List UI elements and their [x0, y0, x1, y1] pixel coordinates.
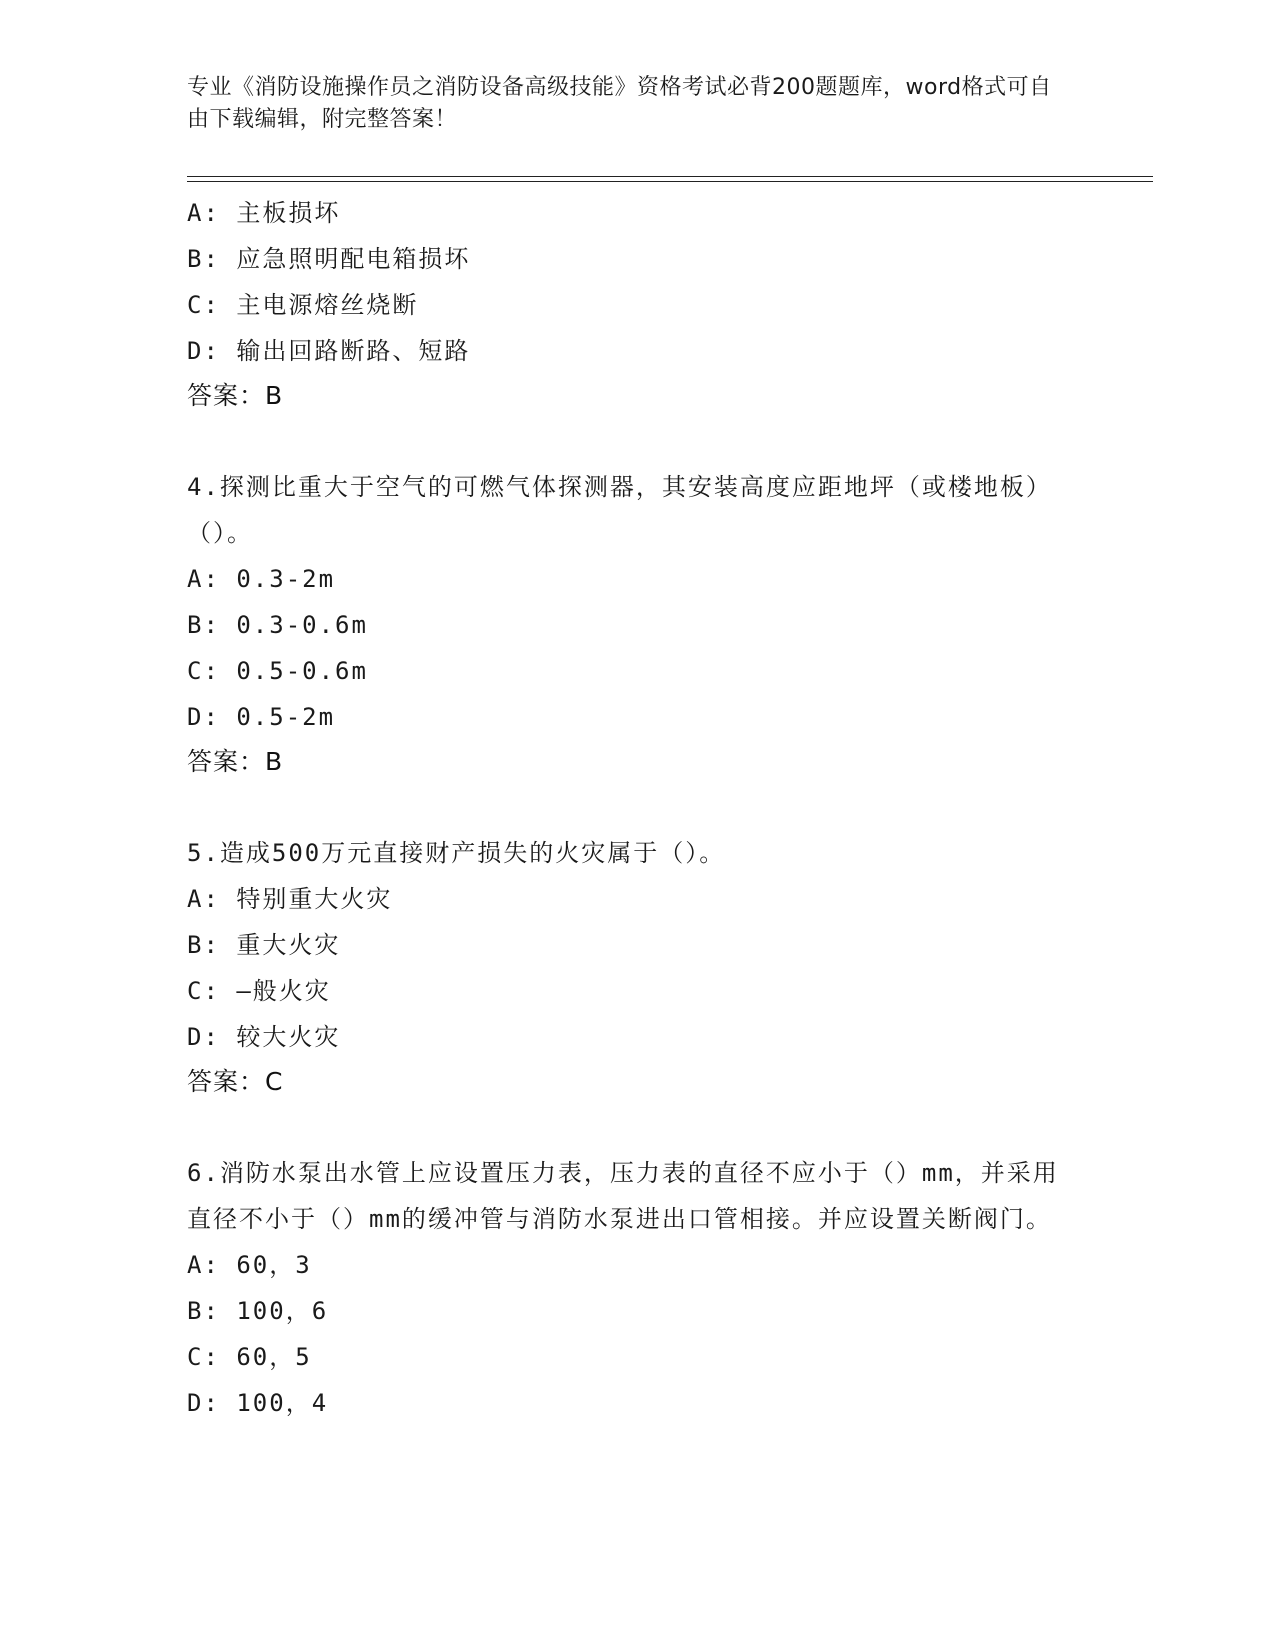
option-a: A: 主板损坏: [187, 199, 341, 227]
option-c: C: 0.5-0.6m: [187, 657, 368, 685]
question-list: [187, 190, 1067, 1426]
option-d: D: 0.5-2m: [187, 703, 336, 731]
option-c: C: 主电源熔丝烧断: [187, 291, 419, 319]
question-block-4: [187, 464, 1067, 784]
option-d: D: 较大火灾: [187, 1023, 341, 1051]
header-divider-top: [187, 176, 1153, 177]
question-block-3: [187, 190, 1067, 418]
option-b: B: 重大火灾: [187, 931, 341, 959]
question-block-5: [187, 830, 1067, 1104]
header-divider-bottom: [187, 181, 1153, 182]
question-text: 5.造成500万元直接财产损失的火灾属于（）。: [187, 839, 726, 867]
option-d: D: 输出回路断路、短路: [187, 337, 471, 365]
option-b: B: 0.3-0.6m: [187, 611, 368, 639]
option-b: B: 100，6: [187, 1297, 329, 1325]
spacer: [187, 418, 1067, 464]
answer-label: 答案：B: [187, 747, 284, 776]
question-text: 4.探测比重大于空气的可燃气体探测器，其安装高度应距地坪（或楼地板）（）。: [187, 473, 1052, 547]
document-header: 专业《消防设施操作员之消防设备高级技能》资格考试必背200题题库，word格式可自由下载编辑，附完整答案！: [187, 75, 1052, 132]
answer-label: 答案：C: [187, 1067, 284, 1096]
option-c: C: —般火灾: [187, 977, 331, 1005]
question-block-6: [187, 1150, 1067, 1426]
spacer: [187, 784, 1067, 830]
option-b: B: 应急照明配电箱损坏: [187, 245, 471, 273]
option-a: A: 特别重大火灾: [187, 885, 393, 913]
option-c: C: 60，5: [187, 1343, 312, 1371]
option-d: D: 100，4: [187, 1389, 329, 1417]
question-text: 6.消防水泵出水管上应设置压力表，压力表的直径不应小于（）mm，并采用直径不小于（）mm的缓冲管与消防水泵进出口管相接。并应设置关断阀门。: [187, 1159, 1059, 1233]
option-a: A: 0.3-2m: [187, 565, 336, 593]
spacer: [187, 1104, 1067, 1150]
option-a: A: 60，3: [187, 1251, 312, 1279]
answer-label: 答案：B: [187, 381, 284, 410]
